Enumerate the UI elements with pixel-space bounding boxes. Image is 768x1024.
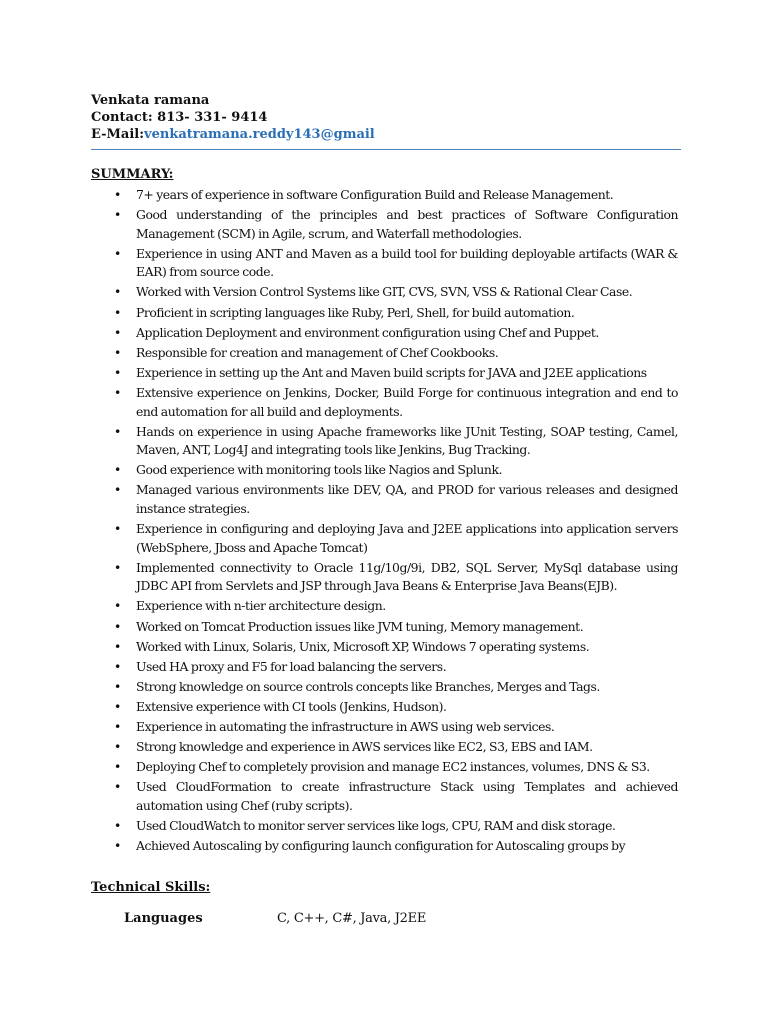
summary-item: • Experience in configuring and deploying Java and J2EE applications into application servers (WebSphere, Jboss and Apache Tomcat) <box>113 520 678 557</box>
email-link[interactable]: venkatramana.reddy143@gmail <box>144 127 375 142</box>
resume-header <box>91 92 681 143</box>
summary-item: • Experience with n-tier architecture design. <box>113 597 678 616</box>
summary-item: • Good understanding of the principles and best practices of Software Configuration Management (SCM) in Agile, scrum, and Waterfall methodologies. <box>113 206 678 243</box>
header-divider <box>91 149 681 150</box>
summary-item: • Implemented connectivity to Oracle 11g/10g/9i, DB2, SQL Server, MySql database using JDBC API from Servlets and JSP through Java Beans & Enterprise Java Beans(EJB). <box>113 559 678 596</box>
summary-item: • Good experience with monitoring tools like Nagios and Splunk. <box>113 461 678 480</box>
email-line <box>91 126 681 143</box>
summary-item: • Worked with Linux, Solaris, Unix, Microsoft XP, Windows 7 operating systems. <box>113 638 678 657</box>
contact-phone: 813- 331- 9414 <box>157 110 268 125</box>
summary-item: • Used CloudWatch to monitor server services like logs, CPU, RAM and disk storage. <box>113 817 678 836</box>
summary-item: • Strong knowledge on source controls concepts like Branches, Merges and Tags. <box>113 678 678 697</box>
summary-item: • Extensive experience with CI tools (Jenkins, Hudson). <box>113 698 678 717</box>
summary-item: • Experience in setting up the Ant and Maven build scripts for JAVA and J2EE applications <box>113 364 678 383</box>
summary-item: • Used HA proxy and F5 for load balancing the servers. <box>113 658 678 677</box>
candidate-name: Venkata ramana <box>91 93 210 108</box>
email-label: E-Mail: <box>91 127 145 142</box>
summary-item: • Responsible for creation and management of Chef Cookbooks. <box>113 344 678 363</box>
summary-heading: SUMMARY: <box>91 167 174 182</box>
summary-item: • Achieved Autoscaling by configuring launch configuration for Autoscaling groups by <box>113 837 678 856</box>
summary-item: • 7+ years of experience in software Configuration Build and Release Management. <box>113 186 678 205</box>
contact-label: Contact: <box>91 110 158 125</box>
summary-item: • Experience in automating the infrastructure in AWS using web services. <box>113 718 678 737</box>
summary-item: • Hands on experience in using Apache frameworks like JUnit Testing, SOAP testing, Camel, Maven, ANT, Log4J and integrating tools like Jenkins, Bug Tracking. <box>113 423 678 460</box>
summary-item: • Deploying Chef to completely provision and manage EC2 instances, volumes, DNS & S3. <box>113 758 678 777</box>
summary-item: • Used CloudFormation to create infrastructure Stack using Templates and achieved automation using Chef (ruby scripts). <box>113 778 678 815</box>
summary-item: • Application Deployment and environment configuration using Chef and Puppet. <box>113 324 678 343</box>
summary-item: • Managed various environments like DEV, QA, and PROD for various releases and designed instance strategies. <box>113 481 678 518</box>
summary-item: • Worked with Version Control Systems like GIT, CVS, SVN, VSS & Rational Clear Case. <box>113 283 678 302</box>
summary-item: • Proficient in scripting languages like Ruby, Perl, Shell, for build automation. <box>113 304 678 323</box>
skill-value: C, C++, C#, Java, J2EE <box>277 911 427 926</box>
summary-item: • Worked on Tomcat Production issues like JVM tuning, Memory management. <box>113 618 678 637</box>
summary-list <box>113 186 678 857</box>
skill-label: Languages <box>124 911 203 926</box>
contact-line <box>91 109 681 126</box>
summary-item: • Extensive experience on Jenkins, Docker, Build Forge for continuous integration and end to end automation for all build and deployments. <box>113 384 678 421</box>
technical-skills-heading: Technical Skills: <box>91 880 211 895</box>
summary-item: • Strong knowledge and experience in AWS services like EC2, S3, EBS and IAM. <box>113 738 678 757</box>
summary-item: • Experience in using ANT and Maven as a build tool for building deployable artifacts (WAR & EAR) from source code. <box>113 245 678 282</box>
